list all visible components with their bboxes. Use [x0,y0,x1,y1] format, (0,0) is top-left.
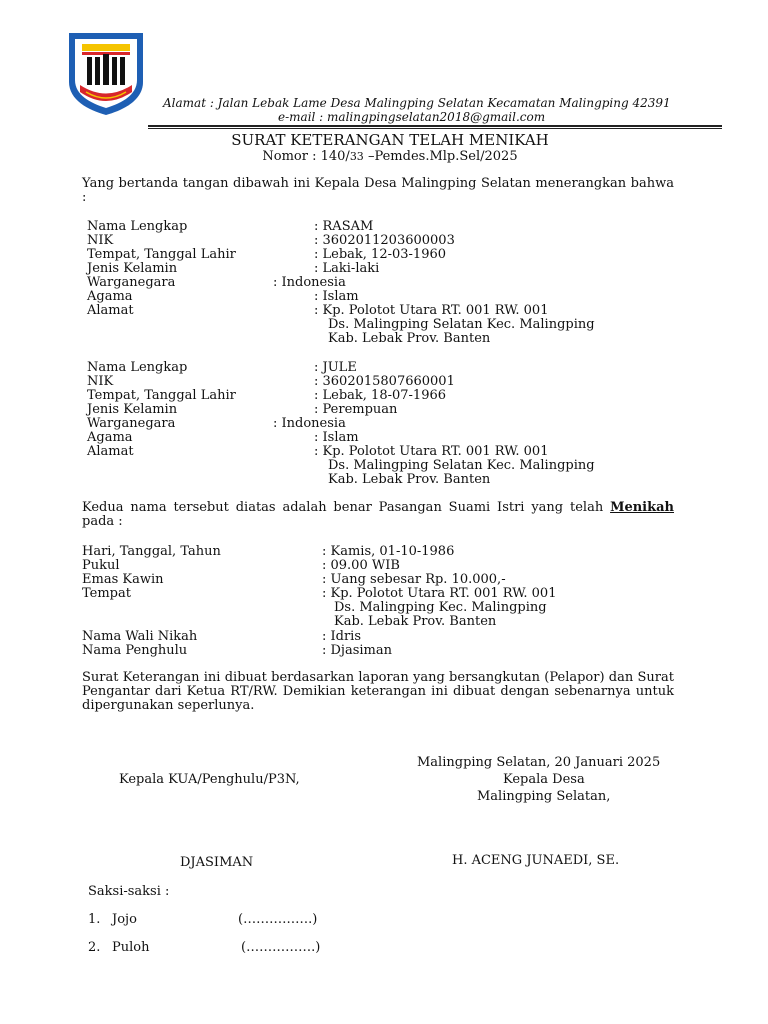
p1-value-religion: : Islam [314,289,359,304]
statement-after: pada : [82,514,123,530]
document-number [0,149,768,164]
p2-value-citizenship: : Indonesia [273,416,346,431]
p2-value-address: : Kp. Polotot Utara RT. 001 RW. 001 [314,444,549,459]
m-value-day: : Kamis, 01-10-1986 [322,544,455,559]
sign-left-name: DJASIMAN [180,855,254,870]
p1-label-name: Nama Lengkap [87,219,188,234]
m-label-guardian: Nama Wali Nikah [82,629,198,644]
statement-emph: Menikah [610,500,674,515]
p2-address-line2: Ds. Malingping Selatan Kec. Malingping [328,458,595,473]
m-label-time: Pukul [82,558,120,573]
p1-label-religion: Agama [87,289,133,304]
nomor-prefix: Nomor : 140/ [262,149,350,164]
m-value-time: : 09.00 WIB [322,558,400,573]
letterhead-email: e-mail : malingpingselatan2018@gmail.com [278,110,546,124]
header-rule-thick [148,125,722,127]
sign-right-org: Malingping Selatan, [477,789,611,804]
p2-value-name: : JULE [314,360,357,375]
p2-value-gender: : Perempuan [314,402,398,417]
m-value-guardian: : Idris [322,629,362,644]
m-value-dowry: : Uang sebesar Rp. 10.000,- [322,572,506,587]
p1-address-line3: Kab. Lebak Prov. Banten [328,331,491,346]
header-rule-thin [148,128,722,129]
nomor-suffix: –Pemdes.Mlp.Sel/2025 [363,149,518,164]
sign-left-title: Kepala KUA/Penghulu/P3N, [119,772,300,787]
p2-value-nik: : 3602015807660001 [314,374,455,389]
p1-value-birth: : Lebak, 12-03-1960 [314,247,447,262]
letterhead-address: Alamat : Jalan Lebak Lame Desa Malingping Selatan Kecamatan Malingping 42391 [163,96,671,110]
p1-value-citizenship: : Indonesia [273,275,346,290]
statement-before: Kedua nama tersebut diatas adalah benar Pasangan Suami Istri yang telah [82,500,611,515]
m-value-place: : Kp. Polotot Utara RT. 001 RW. 001 [322,586,557,601]
witness-2-name: Puloh [112,940,150,955]
sign-place-date: Malingping Selatan, 20 Januari 2025 [417,755,661,770]
document-title: SURAT KETERANGAN TELAH MENIKAH [231,131,549,149]
p1-value-nik: : 3602011203600003 [314,233,455,248]
p2-label-address: Alamat [87,444,134,459]
m-label-place: Tempat [82,586,131,601]
p1-label-citizenship: Warganegara [87,275,176,290]
p2-label-name: Nama Lengkap [87,360,188,375]
p1-label-gender: Jenis Kelamin [87,261,178,276]
p1-value-name: : RASAM [314,219,374,234]
m-label-officiant: Nama Penghulu [82,643,188,658]
p2-address-line3: Kab. Lebak Prov. Banten [328,472,491,487]
sign-right-title: Kepala Desa [503,772,585,787]
witness-2-num: 2. [88,940,101,955]
m-label-day: Hari, Tanggal, Tahun [82,544,221,559]
m-place-line2: Ds. Malingping Kec. Malingping [334,600,547,615]
p2-label-nik: NIK [87,374,114,389]
witness-1-signature: (…………….) [238,912,318,927]
intro-paragraph: Yang bertanda tangan dibawah ini Kepala Desa Malingping Selatan menerangkan bahwa : [82,176,674,206]
p1-value-gender: : Laki-laki [314,261,380,276]
p1-label-birth: Tempat, Tanggal Lahir [87,247,236,262]
nomor-num: 33 [349,150,364,163]
marriage-statement [82,501,674,529]
p2-label-citizenship: Warganegara [87,416,176,431]
p1-value-address: : Kp. Polotot Utara RT. 001 RW. 001 [314,303,549,318]
sign-right-name: H. ACENG JUNAEDI, SE. [452,853,620,868]
witness-1-name: Jojo [112,912,137,927]
m-value-officiant: : Djasiman [322,643,392,658]
m-place-line3: Kab. Lebak Prov. Banten [334,614,497,629]
witness-1-num: 1. [88,912,101,927]
p2-value-birth: : Lebak, 18-07-1966 [314,388,447,403]
p1-label-nik: NIK [87,233,114,248]
witness-2-signature: (…………….) [241,940,321,955]
p2-value-religion: : Islam [314,430,359,445]
p2-label-birth: Tempat, Tanggal Lahir [87,388,236,403]
p1-address-line2: Ds. Malingping Selatan Kec. Malingping [328,317,595,332]
p2-label-religion: Agama [87,430,133,445]
p1-label-address: Alamat [87,303,134,318]
m-label-dowry: Emas Kawin [82,572,164,587]
p2-label-gender: Jenis Kelamin [87,402,178,417]
village-logo [66,30,146,116]
closing-paragraph: Surat Keterangan ini dibuat berdasarkan laporan yang bersangkutan (Pelapor) dan Surat Pengantar dari Ketua RT/RW. Demikian keterangan ini dibuat dengan sebenarnya untuk dipergunakan seperlunya. [82,670,674,714]
witnesses-title: Saksi-saksi : [88,884,170,899]
